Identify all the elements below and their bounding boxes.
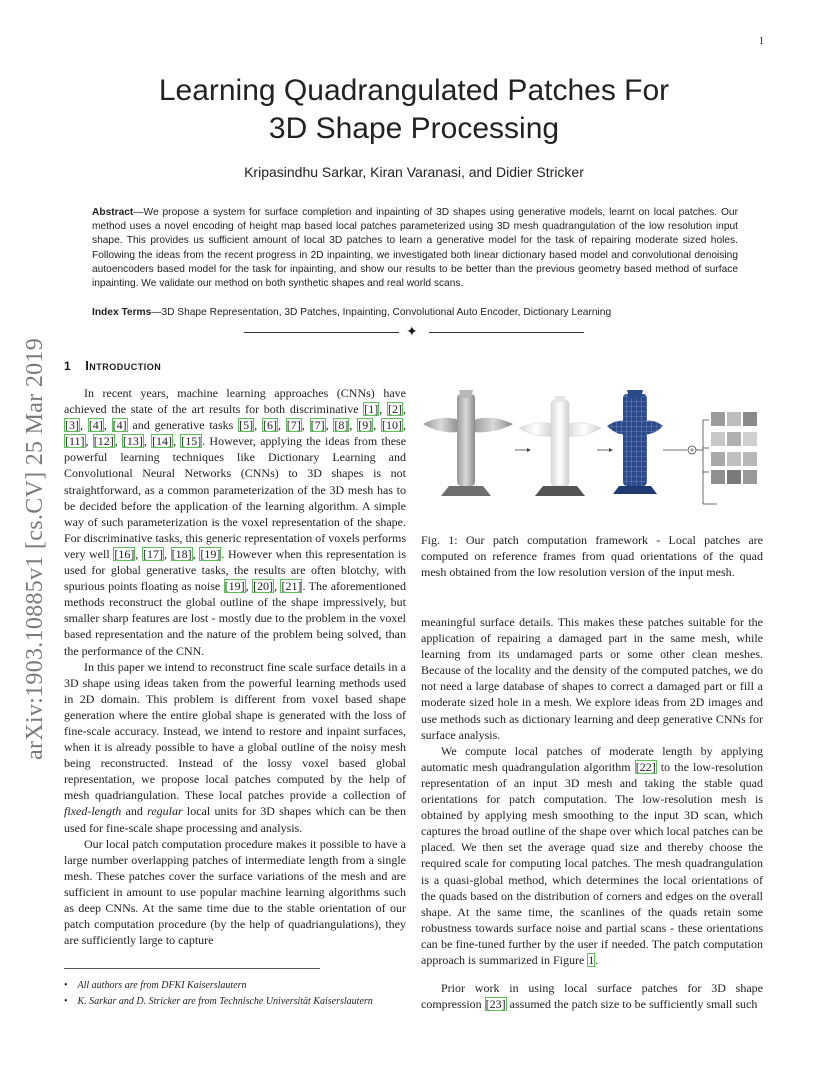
footnote-item: • All authors are from DFKI Kaiserslautern bbox=[64, 980, 247, 991]
citation-link[interactable]: [11] bbox=[65, 434, 85, 449]
section-separator bbox=[244, 326, 584, 340]
abstract bbox=[92, 206, 738, 291]
citation-link[interactable]: [1] bbox=[364, 402, 379, 417]
intro-paragraph-2: In this paper we intend to reconstruct fine scale surface details in a 3D shape using ideas taken from the powerful learning methods used in 2D domain. This problem is different from voxel based shape generation where the entire global shape is generated with the loss of fine-scale accuracy. Instead, we intend to restore and inpaint surfaces, when it is already possible to have a global outline of the noisy mesh being reconstructed. Instead of the lossy voxel based global representation, we propose local patches computed by the help of mesh quadriangulation. These local patches provide a collection of fixed-length and regular local units for 3D shapes which can be then used for fine-scale shape processing and analysis. bbox=[64, 659, 406, 835]
citation-link[interactable]: [23] bbox=[485, 997, 506, 1012]
citation-link[interactable]: [19] bbox=[224, 579, 245, 594]
separator-line-right bbox=[429, 332, 584, 333]
intro-paragraph-6: Prior work in using local surface patches for 3D shape compression [23] assumed the patch size to be sufficiently small such bbox=[421, 981, 763, 1012]
section-title: Introduction bbox=[85, 358, 162, 373]
patch-connector-lines bbox=[663, 420, 717, 504]
separator-line-left bbox=[244, 332, 399, 333]
local-patch-tiles bbox=[711, 412, 757, 484]
citation-link[interactable]: [6] bbox=[262, 418, 277, 433]
intro-paragraph-3: Our local patch computation procedure makes it possible to have a large number overlapping patches of intermediate length from a single mesh. These patches cover the surface variations of the mesh and are sufficient in amount to use popular machine learning algorithms such as deep CNNs. At the same time due to the stable orientation of our patch computation procedure (by the help of quadriangulations), they are sufficiently large to capture bbox=[64, 836, 406, 948]
figure-reference-link[interactable]: 1 bbox=[588, 952, 595, 967]
citation-link[interactable]: [19] bbox=[200, 546, 221, 561]
citation-link[interactable]: [5] bbox=[239, 418, 254, 433]
title-line-1: Learning Quadrangulated Patches For bbox=[158, 74, 670, 107]
right-column bbox=[421, 614, 763, 968]
citation-link[interactable]: [15] bbox=[181, 434, 202, 449]
smoothed-mesh-totem bbox=[519, 396, 601, 496]
citation-link[interactable]: [10] bbox=[382, 418, 403, 433]
arxiv-stamp: arXiv:1903.10885v1 [cs.CV] 25 Mar 2019 bbox=[22, 337, 48, 760]
citation-link[interactable]: [7] bbox=[310, 418, 325, 433]
citation-link[interactable]: [17] bbox=[143, 546, 163, 561]
paper-title bbox=[64, 72, 764, 148]
citation-link[interactable]: [18] bbox=[171, 546, 192, 561]
abstract-label: Abstract bbox=[92, 207, 134, 218]
title-line-2: 3D Shape Processing bbox=[268, 112, 560, 145]
patch-pipeline-figure bbox=[421, 386, 765, 516]
footnote-item: • K. Sarkar and D. Stricker are from Technische Universität Kaiserslautern bbox=[64, 996, 373, 1007]
footnotes bbox=[64, 978, 414, 1010]
figure-1-caption: Fig. 1: Our patch computation framework - Local patches are computed on reference frames from quad orientations of the quad mesh obtained from the low resolution version of the input mesh. bbox=[421, 533, 763, 580]
index-terms bbox=[92, 306, 738, 320]
index-terms-label: Index Terms bbox=[92, 307, 152, 318]
page-number: 1 bbox=[759, 36, 764, 47]
section-heading-introduction bbox=[64, 358, 161, 373]
left-column bbox=[64, 385, 406, 967]
arrow-icon bbox=[515, 448, 531, 452]
citation-link[interactable]: [8] bbox=[334, 418, 349, 433]
author-list: Kripasindhu Sarkar, Kiran Varanasi, and Didier Stricker bbox=[244, 164, 584, 180]
citation-link[interactable]: [7] bbox=[286, 418, 301, 433]
quad-mesh-totem bbox=[607, 390, 663, 494]
citation-link[interactable]: [4] bbox=[88, 418, 103, 433]
citation-link[interactable]: [12] bbox=[93, 434, 114, 449]
figure-1-illustration bbox=[421, 386, 765, 516]
arrow-icon bbox=[597, 448, 613, 452]
citation-link[interactable]: [21] bbox=[281, 579, 302, 594]
footnote-rule bbox=[64, 968, 320, 969]
citation-link[interactable]: [14] bbox=[152, 434, 173, 449]
input-mesh-totem bbox=[423, 390, 513, 496]
index-terms-text: —3D Shape Representation, 3D Patches, Inpainting, Convolutional Auto Encoder, Dictionary Learning bbox=[151, 307, 612, 318]
citation-link[interactable]: [13] bbox=[122, 434, 143, 449]
intro-paragraph-5: We compute local patches of moderate length by applying automatic mesh quadrangulation algorithm [22] to the low-resolution representation of an input 3D mesh and taking the stable quad orientations for patch computation. The low-resolution mesh is obtained by applying mesh smoothing to the input 3D scan, which captures the broad outline of the shape over which local patches can be placed. We then set the average quad size and thereby choose the required scale for computing local patches. The mesh quadrangulation is a quasi-global method, which determines the local orientations of the quads based on the distribution of corners and edges on the overall shape. At the same time, the scanlines of the quads retain some robustness towards surface noise and partial scans - these orientations can be fine-tuned further by the user if needed. The patch computation approach is summarized in Figure 1. bbox=[421, 743, 763, 967]
abstract-text: —We propose a system for surface completion and inpainting of 3D shapes using generative models, learnt on local patches. Our method uses a novel encoding of height map based local patches parameterized using 3D mesh quadrangulation of the low resolution input shape. This provides us sufficient amount of local 3D patches to learn a generative model for the task of repairing moderate sized holes. Following the ideas from the recent progress in 2D inpainting, we investigated both linear dictionary based model and convolutional denoising autoencoders based model for the task for inpainting, and show our results to be better than the previous geometry based method of surface inpainting. We validate our method on both synthetic shapes and real world scans. bbox=[92, 207, 738, 290]
intro-paragraph-1: In recent years, machine learning approaches (CNNs) have achieved the state of the art results for both discriminative [1], [2], [3], [4], [4] and generative tasks [5], [6], [7], [7], [8], [9], [10], [11], [12], [13], [14], [15]. However, applying the ideas from these powerful learning techniques like Dictionary Learning and Convolutional Neural Networks (CNNs) to 3D shapes is not straightforward, as a common parameterization of the 3D mesh has to be decided before the application of the learning algorithm. A simple way of such parameterization is the voxel representation of the shape. For discriminative tasks, this generic representation of voxels performs very well [16], [17], [18], [19]. However when this representation is used for global generative tasks, the results are often blotchy, with spurious points floating as noise [19], [20], [21]. The aforementioned methods reconstruct the global outline of the shape impressively, but smaller sharp features are lost - mostly due to the problem in the voxel based representation and the nature of the problem being solved, than the performance of the CNN. bbox=[64, 386, 406, 658]
citation-link[interactable]: [20] bbox=[253, 579, 274, 594]
separator-star-icon: ✦ bbox=[406, 324, 418, 340]
right-column-continued bbox=[421, 980, 763, 1014]
section-number: 1 bbox=[64, 359, 72, 373]
citation-link[interactable]: [16] bbox=[114, 546, 135, 561]
citation-link[interactable]: [3] bbox=[65, 418, 79, 433]
citation-link[interactable]: [22] bbox=[635, 759, 656, 774]
intro-paragraph-4: meaningful surface details. This makes these patches suitable for the application of repairing a damaged part in the same mesh, while learning from its undamaged parts or some other clean meshes. Because of the locality and the density of the computed patches, we do not need a large database of shapes to correct a damaged part or fill a moderate sized hole in a mesh. We explore ideas from 2D images and use methods such as dictionary learning and deep generative CNNs for surface analysis. bbox=[421, 615, 763, 742]
citation-link[interactable]: [9] bbox=[358, 418, 373, 433]
citation-link[interactable]: [4] bbox=[112, 418, 127, 433]
citation-link[interactable]: [2] bbox=[388, 402, 403, 417]
